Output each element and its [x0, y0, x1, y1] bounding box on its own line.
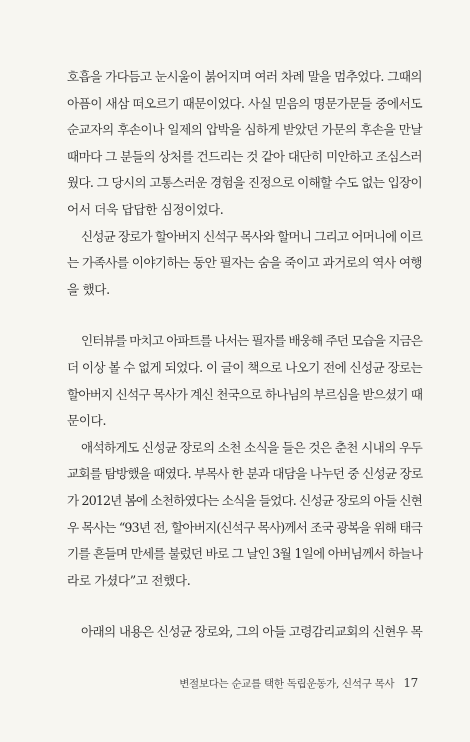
- text-line: 아래의 내용은 신성균 장로와, 그의 아들 고령감리교회의 신현우 목: [81, 624, 423, 640]
- paragraph-4: [67, 435, 422, 595]
- text-line: 기를 흔들며 만세를 불렀던 바로 그 날인 3월 1일에 아버님께서 하늘나: [67, 546, 423, 562]
- text-line: 가 2012년 봄에 소천하였다는 소식을 들었다. 신성균 장로의 아들 신현: [67, 492, 422, 508]
- text-line: 아픔이 새삼 떠오르기 때문이었다. 사실 믿음의 명문가문들 중에서도: [67, 95, 422, 111]
- text-line: 더 이상 볼 수 없게 되었다. 이 글이 책으로 나오기 전에 신성균 장로는: [67, 359, 422, 375]
- paragraph-3: [67, 328, 422, 434]
- running-title: 변절보다는 순교를 택한 독립운동가, 신석구 목사: [179, 678, 395, 690]
- body-text: [67, 64, 422, 646]
- text-line: 을 했다.: [67, 281, 110, 297]
- text-line: 우 목사는 “93년 전, 할아버지(신석구 목사)께서 조국 광복을 위해 태극: [67, 519, 422, 535]
- running-footer: [179, 676, 418, 691]
- text-line: 인터뷰를 마치고 아파트를 나서는 필자를 배웅해 주던 모습을 지금은: [81, 333, 422, 349]
- section-gap: [67, 594, 422, 619]
- text-line: 호흡을 가다듬고 눈시울이 붉어지며 여러 차례 말을 멈추었다. 그때의: [67, 69, 422, 84]
- page-number: 17: [403, 676, 418, 690]
- section-gap: [67, 303, 422, 328]
- text-line: 교회를 탐방했을 때였다. 부목사 한 분과 대담을 나누던 중 신성균 장로: [67, 466, 423, 482]
- paragraph-1: [67, 64, 422, 224]
- text-line: 신성균 장로가 할아버지 신석구 목사와 할머니 그리고 어머니에 이르: [81, 228, 422, 244]
- text-line: 웠다. 그 당시의 고통스러운 경험을 진정으로 이해할 수도 없는 입장이: [67, 175, 422, 191]
- paragraph-2: [67, 224, 422, 304]
- text-line: 때마다 그 분들의 상처를 건드리는 것 같아 대단히 미안하고 조심스러: [67, 148, 422, 164]
- text-line: 할아버지 신석구 목사가 계신 천국으로 하나님의 부르심을 받으셨기 때: [67, 386, 423, 402]
- text-line: 어서 더욱 답답한 심정이었다.: [67, 201, 224, 217]
- text-line: 순교자의 후손이나 일제의 압박을 심하게 받았던 가문의 후손을 만날: [67, 122, 422, 138]
- text-line: 문이다.: [67, 413, 107, 429]
- paragraph-5: [67, 619, 422, 646]
- text-line: 애석하게도 신성균 장로의 소천 소식을 들은 것은 춘천 시내의 우두: [81, 439, 423, 455]
- text-line: 는 가족사를 이야기하는 동안 필자는 숨을 죽이고 과거로의 역사 여행: [67, 255, 422, 271]
- text-line: 라로 가셨다”고 전했다.: [67, 572, 191, 588]
